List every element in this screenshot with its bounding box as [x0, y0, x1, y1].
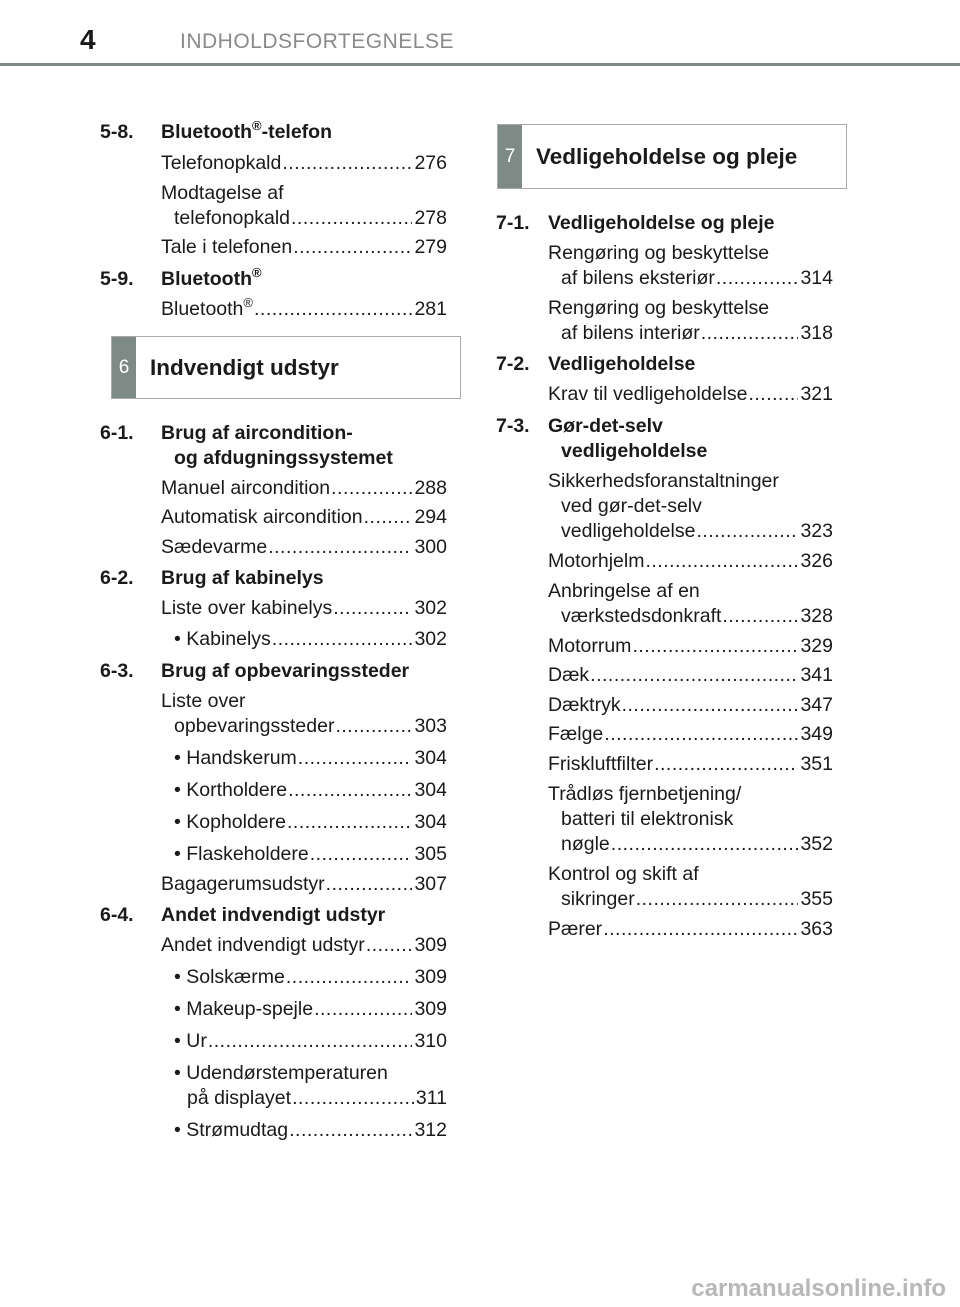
- entry-label-line[interactable]: Modtagelse af: [161, 182, 284, 204]
- page-header: [0, 0, 960, 66]
- dot-leader: [272, 627, 413, 652]
- dot-leader: [289, 1118, 412, 1143]
- entry-label-line[interactable]: Trådløs fjernbetjening/: [548, 783, 742, 805]
- entry-label-line[interactable]: Kontrol og skift af: [548, 863, 699, 885]
- entry-page: 303: [414, 715, 447, 737]
- dot-leader: [282, 151, 412, 176]
- dot-leader: [748, 382, 798, 407]
- dot-leader: [326, 872, 413, 897]
- section-number: 5-8.: [100, 121, 134, 143]
- entry-page: 328: [800, 605, 833, 627]
- dot-leader: [722, 604, 798, 629]
- dot-leader: [636, 887, 799, 912]
- chapter-number-tab: 7: [498, 125, 522, 188]
- entry-page: 352: [800, 833, 833, 855]
- toc-entry[interactable]: [548, 634, 833, 659]
- entry-page: 351: [800, 753, 833, 775]
- toc-entry[interactable]: [561, 519, 833, 544]
- dot-leader: [292, 1086, 414, 1111]
- entry-label: opbevaringssteder: [174, 715, 335, 737]
- toc-entry[interactable]: [548, 382, 833, 407]
- entry-page: 302: [414, 597, 447, 619]
- entry-label: Krav til vedligeholdelse: [548, 383, 748, 405]
- toc-entry[interactable]: [161, 872, 447, 897]
- toc-entry[interactable]: [187, 1086, 447, 1111]
- dot-leader: [333, 596, 412, 621]
- registered-mark: ®: [251, 265, 262, 280]
- section-title: [161, 120, 332, 145]
- dot-leader: [288, 778, 412, 803]
- entry-page: 309: [414, 998, 447, 1020]
- entry-label: af bilens eksteriør: [561, 267, 715, 289]
- entry-label: Pærer: [548, 918, 603, 940]
- entry-label: Dæk: [548, 664, 590, 686]
- toc-entry[interactable]: [174, 842, 447, 867]
- section-title-text: Bluetooth: [161, 121, 252, 143]
- entry-page: 311: [415, 1087, 447, 1109]
- toc-entry[interactable]: [548, 693, 833, 718]
- entry-label: vedligeholdelse: [561, 520, 696, 542]
- toc-entry[interactable]: [161, 235, 447, 260]
- entry-label: [161, 297, 253, 322]
- entry-page: 318: [800, 322, 833, 344]
- chapter-title: Vedligeholdelse og pleje: [536, 143, 798, 169]
- dot-leader: [645, 549, 798, 574]
- toc-entry[interactable]: [161, 933, 447, 958]
- entry-page: 276: [414, 152, 447, 174]
- watermark: carmanualsonline.info: [691, 1275, 946, 1302]
- entry-label: Dæktryk: [548, 694, 621, 716]
- entry-page: 326: [800, 550, 833, 572]
- toc-entry[interactable]: [548, 752, 833, 777]
- toc-entry[interactable]: [161, 535, 447, 560]
- toc-entry[interactable]: [561, 887, 833, 912]
- entry-label: nøgle: [561, 833, 610, 855]
- entry-label: Bagagerumsudstyr: [161, 873, 325, 895]
- entry-label: sikringer: [561, 888, 635, 910]
- entry-page: 302: [414, 628, 447, 650]
- entry-label: • Strømudtag: [174, 1119, 289, 1141]
- toc-entry[interactable]: [548, 722, 833, 747]
- dot-leader: [366, 933, 413, 958]
- dot-leader: [603, 917, 798, 942]
- toc-entry[interactable]: [174, 627, 447, 652]
- dot-leader: [604, 722, 798, 747]
- toc-entry[interactable]: [161, 297, 447, 322]
- entry-page: 281: [414, 298, 447, 320]
- entry-label: værkstedsdonkraft: [561, 605, 722, 627]
- section-number: 6-1.: [100, 422, 134, 444]
- entry-page: 321: [800, 383, 833, 405]
- section-title: [161, 267, 262, 292]
- section-title-line2: og afdugningssystemet: [174, 447, 393, 469]
- section-title-text: Bluetooth: [161, 268, 252, 290]
- entry-label-line[interactable]: Sikkerhedsforanstaltninger: [548, 470, 779, 492]
- entry-page: 329: [800, 635, 833, 657]
- entry-page: 307: [414, 873, 447, 895]
- entry-label: Manuel aircondition: [161, 477, 331, 499]
- dot-leader: [293, 235, 412, 260]
- section-title: Gør-det-selv: [548, 415, 663, 437]
- entry-label: på displayet: [187, 1087, 292, 1109]
- dot-leader: [208, 1029, 413, 1054]
- toc-entry[interactable]: [174, 714, 447, 739]
- dot-leader: [632, 634, 798, 659]
- dot-leader: [701, 321, 799, 346]
- entry-page: 309: [414, 966, 447, 988]
- entry-page: 278: [414, 207, 447, 229]
- dot-leader: [331, 476, 412, 501]
- entry-page: 304: [414, 747, 447, 769]
- toc-entry[interactable]: [161, 476, 447, 501]
- toc-entry[interactable]: [548, 917, 833, 942]
- entry-label-line[interactable]: ved gør-det-selv: [561, 495, 702, 517]
- section-title: Brug af opbevaringssteder: [161, 660, 410, 682]
- entry-label: Automatisk aircondition: [161, 506, 363, 528]
- dot-leader: [268, 535, 412, 560]
- entry-page: 294: [414, 506, 447, 528]
- entry-label: Telefonopkald: [161, 152, 282, 174]
- toc-entry[interactable]: [174, 1118, 447, 1143]
- entry-label-line[interactable]: Rengøring og beskyttelse: [548, 242, 770, 264]
- chapter-7-heading[interactable]: [497, 124, 847, 189]
- dot-leader: [286, 965, 413, 990]
- dot-leader: [590, 663, 798, 688]
- dot-leader: [611, 832, 799, 857]
- section-number: 7-3.: [496, 415, 530, 437]
- section-number: 6-4.: [100, 904, 134, 926]
- section-title: Brug af aircondition-: [161, 422, 353, 444]
- entry-page: 355: [800, 888, 833, 910]
- entry-label: • Ur: [174, 1030, 207, 1052]
- section-title: Vedligeholdelse: [548, 353, 696, 375]
- toc-entry[interactable]: [561, 266, 833, 291]
- toc-entry[interactable]: [174, 810, 447, 835]
- chapter-6-heading[interactable]: [111, 336, 461, 399]
- dot-leader: [696, 519, 798, 544]
- entry-label: Andet indvendigt udstyr: [161, 934, 365, 956]
- entry-label: af bilens interiør: [561, 322, 700, 344]
- entry-label: • Handskerum: [174, 747, 297, 769]
- entry-label: • Makeup-spejle: [174, 998, 314, 1020]
- toc-entry[interactable]: [161, 596, 447, 621]
- toc-entry[interactable]: [174, 1029, 447, 1054]
- entry-label: • Solskærme: [174, 966, 285, 988]
- entry-label-line[interactable]: Anbringelse af en: [548, 580, 700, 602]
- section-title: Andet indvendigt udstyr: [161, 904, 386, 926]
- entry-label: • Kopholdere: [174, 811, 286, 833]
- dot-leader: [298, 746, 413, 771]
- entry-page: 305: [414, 843, 447, 865]
- toc-entry[interactable]: [548, 663, 833, 688]
- entry-page: 300: [414, 536, 447, 558]
- section-number: 7-2.: [496, 353, 530, 375]
- dot-leader: [622, 693, 799, 718]
- toc-entry[interactable]: [174, 746, 447, 771]
- entry-page: 349: [800, 723, 833, 745]
- toc-entry[interactable]: [161, 151, 447, 176]
- dot-leader: [364, 505, 413, 530]
- dot-leader: [335, 714, 412, 739]
- entry-page: 304: [414, 811, 447, 833]
- entry-page: 304: [414, 779, 447, 801]
- dot-leader: [314, 997, 412, 1022]
- entry-label: Liste over kabinelys: [161, 597, 333, 619]
- entry-page: 312: [414, 1119, 447, 1141]
- entry-label-line[interactable]: Rengøring og beskyttelse: [548, 297, 770, 319]
- entry-label: Tale i telefonen: [161, 236, 293, 258]
- entry-page: 314: [800, 267, 833, 289]
- chapter-number-tab: 6: [112, 337, 136, 398]
- entry-label-line[interactable]: • Udendørstemperaturen: [174, 1062, 388, 1084]
- section-number: 7-1.: [496, 212, 530, 234]
- header-rule: [0, 63, 960, 66]
- entry-label: Motorhjelm: [548, 550, 645, 572]
- entry-page: 323: [800, 520, 833, 542]
- dot-leader: [291, 206, 412, 231]
- toc-entry[interactable]: [548, 549, 833, 574]
- entry-page: 309: [414, 934, 447, 956]
- section-title: Brug af kabinelys: [161, 567, 324, 589]
- entry-page: 347: [800, 694, 833, 716]
- entry-page: 288: [414, 477, 447, 499]
- entry-page: 310: [414, 1030, 447, 1052]
- section-title-line2: vedligeholdelse: [561, 440, 708, 462]
- entry-label-line[interactable]: Liste over: [161, 690, 246, 712]
- section-title-suffix: -telefon: [261, 121, 332, 143]
- chapter-title: Indvendigt udstyr: [150, 354, 339, 380]
- entry-label-text: Bluetooth: [161, 298, 244, 320]
- dot-leader: [254, 297, 412, 322]
- section-number: 5-9.: [100, 268, 134, 290]
- section-title: Vedligeholdelse og pleje: [548, 212, 775, 234]
- dot-leader: [654, 752, 798, 777]
- entry-label: Fælge: [548, 723, 604, 745]
- page-number: 4: [80, 24, 96, 55]
- toc-entry[interactable]: [161, 505, 447, 530]
- toc-entry[interactable]: [174, 206, 447, 231]
- toc-entry[interactable]: [174, 965, 447, 990]
- registered-mark: ®: [243, 295, 253, 310]
- entry-label: • Flaskeholdere: [174, 843, 309, 865]
- entry-label: Motorrum: [548, 635, 632, 657]
- entry-page: 279: [414, 236, 447, 258]
- entry-page: 363: [800, 918, 833, 940]
- entry-label: Friskluftfilter: [548, 753, 654, 775]
- page-title: INDHOLDSFORTEGNELSE: [180, 30, 454, 53]
- toc-entry[interactable]: [561, 604, 833, 629]
- entry-label: • Kortholdere: [174, 779, 288, 801]
- toc-entry[interactable]: [174, 997, 447, 1022]
- section-number: 6-2.: [100, 567, 134, 589]
- section-number: 6-3.: [100, 660, 134, 682]
- entry-label: telefonopkald: [174, 207, 291, 229]
- registered-mark: ®: [251, 118, 262, 133]
- entry-label: Sædevarme: [161, 536, 268, 558]
- toc-entry[interactable]: [174, 778, 447, 803]
- dot-leader: [287, 810, 412, 835]
- entry-label-line[interactable]: batteri til elektronisk: [561, 808, 734, 830]
- toc-entry[interactable]: [561, 832, 833, 857]
- entry-label: • Kabinelys: [174, 628, 271, 650]
- dot-leader: [716, 266, 799, 291]
- entry-page: 341: [800, 664, 833, 686]
- dot-leader: [310, 842, 413, 867]
- toc-entry[interactable]: [561, 321, 833, 346]
